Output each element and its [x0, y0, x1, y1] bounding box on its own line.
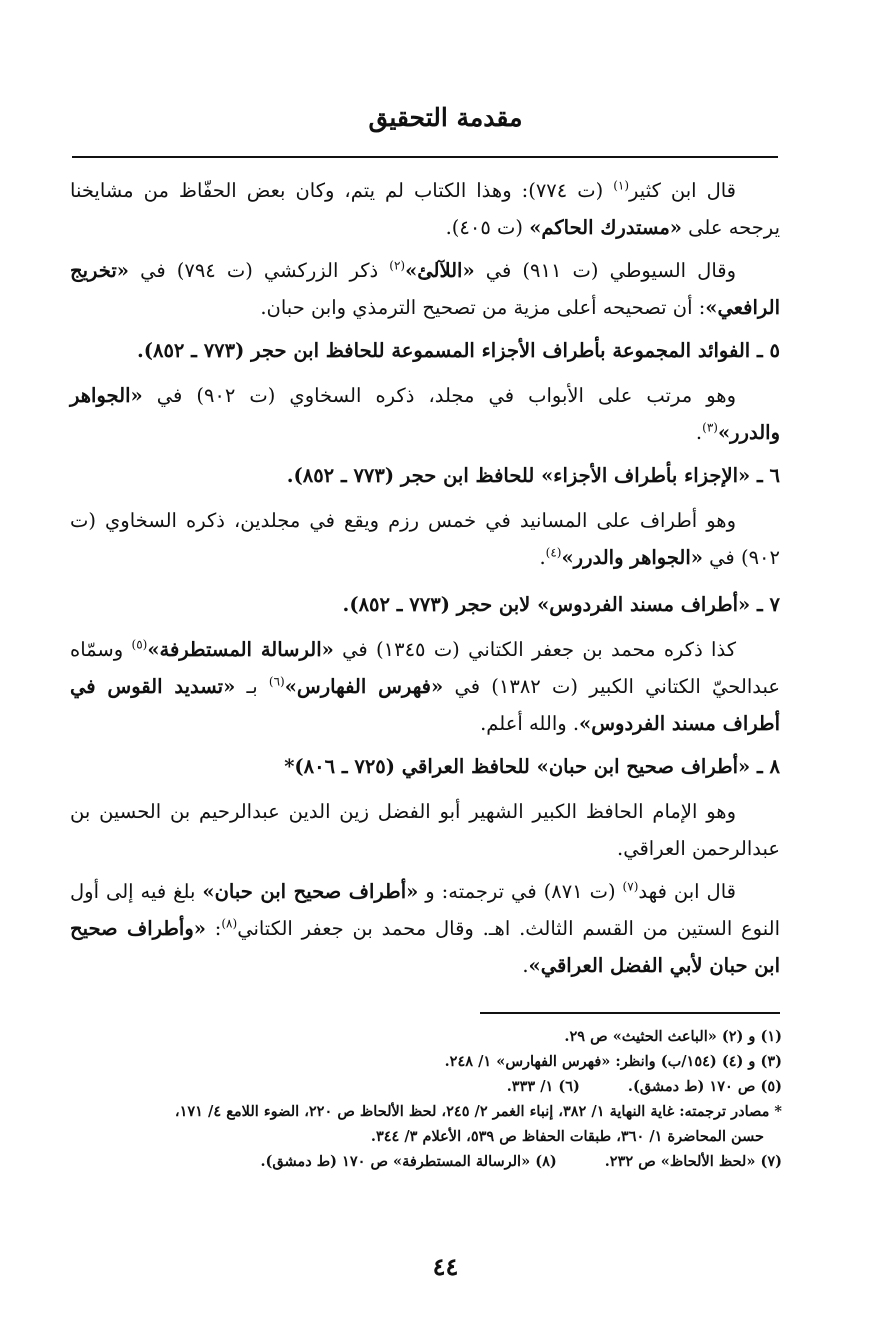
footnote-text: (٨) «الرسالة المستطرفة» ص ١٧٠ (ط دمشق).: [260, 1153, 557, 1170]
text-run: (ت ٤٠٥).: [445, 216, 530, 239]
paragraph: [70, 377, 780, 451]
text-run: . والله أعلم.: [480, 712, 580, 735]
text-run: وهو أطراف على المسانيد في خمس رزم ويقع في مجلدين، ذكره السخاوي (ت ٩٠٢) في: [70, 509, 780, 569]
footnote-line: [70, 1149, 782, 1174]
footnote-marker: (٧): [622, 879, 639, 894]
text-run: «الجواهر والدرر»: [561, 546, 703, 569]
text-run: «تخريج الرافعي»: [70, 259, 780, 319]
footnote-text: حسن المحاضرة ١/ ٣٦٠، طبقات الحفاظ ص ٥٣٩، الأعلام ٣/ ٣٤٤.: [370, 1128, 764, 1145]
text-run: .: [539, 546, 546, 569]
text-run: : أن تصحيحه أعلى مزية من تصحيح الترمذي وابن حبان.: [260, 296, 706, 319]
text-run: وهو الإمام الحافظ الكبير الشهير أبو الفضل زين الدين عبدالرحيم بن الحسين بن عبدالرحمن العراقي.: [70, 800, 780, 860]
text-run: «تسديد القوس في أطراف مسند الفردوس»: [70, 675, 780, 735]
footnote-marker: (٤): [545, 545, 562, 560]
header-divider: [72, 156, 778, 158]
footnote-marker: (٥): [131, 637, 148, 652]
paragraph: [70, 793, 780, 867]
section-heading: [70, 748, 780, 785]
footnote-line: [70, 1074, 782, 1099]
paragraph: [70, 502, 780, 576]
text-run: كذا ذكره محمد بن جعفر الكتاني (ت ١٣٤٥) في: [333, 638, 736, 661]
page-number: ٤٤: [432, 1252, 459, 1281]
text-run: ٦ ـ «الإجزاء بأطراف الأجزاء» للحافظ ابن حجر (٧٧٣ ـ ٨٥٢).: [286, 464, 780, 487]
text-run: «اللآلئ»: [405, 259, 475, 282]
main-text: [70, 172, 780, 990]
footnote-marker: (٦): [268, 674, 285, 689]
text-run: وهو مرتب على الأبواب في مجلد، ذكره السخاوي (ت ٩٠٢) في: [142, 384, 736, 407]
footnotes: [70, 1024, 782, 1174]
text-run: ذكر الزركشي (ت ٧٩٤) في: [128, 259, 390, 282]
text-run: (ت ٧٧٤): وهذا الكتاب لم يتم، وكان بعض الحفّاظ من مشايخنا يرجحه على: [70, 179, 780, 239]
footnote-text: * مصادر ترجمته: غاية النهاية ١/ ٣٨٢، إنباء الغمر ٢/ ٢٤٥، لحظ الألحاظ ص ٢٢٠، الضوء اللامع ٤/ ١٧١،: [174, 1103, 782, 1120]
section-heading: [70, 332, 780, 369]
paragraph: [70, 252, 780, 326]
paragraph: [70, 631, 780, 742]
text-run: (ت ٨٧١) في ترجمته: و: [418, 880, 623, 903]
text-run: ٥ ـ الفوائد المجموعة بأطراف الأجزاء المسموعة للحافظ ابن حجر (٧٧٣ ـ ٨٥٢).: [136, 339, 780, 362]
footnote-text: (٧) «لحظ الألحاظ» ص ٢٣٢.: [604, 1153, 782, 1170]
text-run: «الجواهر والدرر»: [70, 384, 780, 444]
text-run: «مستدرك الحاكم»: [529, 216, 682, 239]
footnote-text: (٦) ١/ ٣٣٣.: [506, 1078, 580, 1095]
footnote-line: [70, 1049, 782, 1074]
paragraph: [70, 873, 780, 984]
footnote-text: (٣) و (٤) (١٥٤/ب) وانظر: «فهرس الفهارس» ١/ ٢٤٨.: [444, 1053, 782, 1070]
footnote-marker: (٢): [389, 258, 406, 273]
text-run: .: [695, 421, 703, 444]
text-run: ٨ ـ «أطراف صحيح ابن حبان» للحافظ العراقي (٧٢٥ ـ ٨٠٦)*: [284, 755, 780, 778]
footnote-line: [70, 1099, 782, 1124]
text-run: «أطراف صحيح ابن حبان»: [202, 880, 419, 903]
footnote-line: [70, 1024, 782, 1049]
text-run: قال ابن فهد: [638, 880, 736, 903]
footnote-text: (٥) ص ١٧٠ (ط دمشق).: [627, 1078, 782, 1095]
footnote-divider: [480, 1012, 780, 1014]
page-title: مقدمة التحقيق: [368, 103, 523, 132]
text-run: قال ابن كثير: [629, 179, 736, 202]
text-run: بلغ فيه إلى أول النوع الستين من القسم الثالث. اهـ. وقال محمد بن جعفر الكتاني: [70, 880, 781, 940]
footnote-line: [70, 1124, 782, 1149]
section-heading: [70, 457, 780, 494]
text-run: «فهرس الفهارس»: [284, 675, 444, 698]
text-run: :: [205, 917, 222, 940]
footnote-text: (١) و (٢) «الباعث الحثيث» ص ٢٩.: [564, 1028, 782, 1045]
section-heading: [70, 586, 780, 623]
text-run: «وأطراف صحيح ابن حبان لأبي الفضل العراقي»: [70, 917, 780, 977]
text-run: بـ: [235, 675, 269, 698]
text-run: وقال السيوطي (ت ٩١١) في: [474, 259, 736, 282]
footnote-marker: (٨): [221, 916, 238, 931]
text-run: ٧ ـ «أطراف مسند الفردوس» لابن حجر (٧٧٣ ـ ٨٥٢).: [342, 593, 780, 616]
footnote-marker: (١): [613, 178, 630, 193]
footnote-marker: (٣): [702, 420, 718, 435]
text-run: وسمّاه عبدالحيّ الكتاني الكبير (ت ١٣٨٢) في: [70, 638, 780, 698]
text-run: .: [522, 954, 529, 977]
text-run: «الرسالة المستطرفة»: [147, 638, 334, 661]
paragraph: [70, 172, 780, 246]
